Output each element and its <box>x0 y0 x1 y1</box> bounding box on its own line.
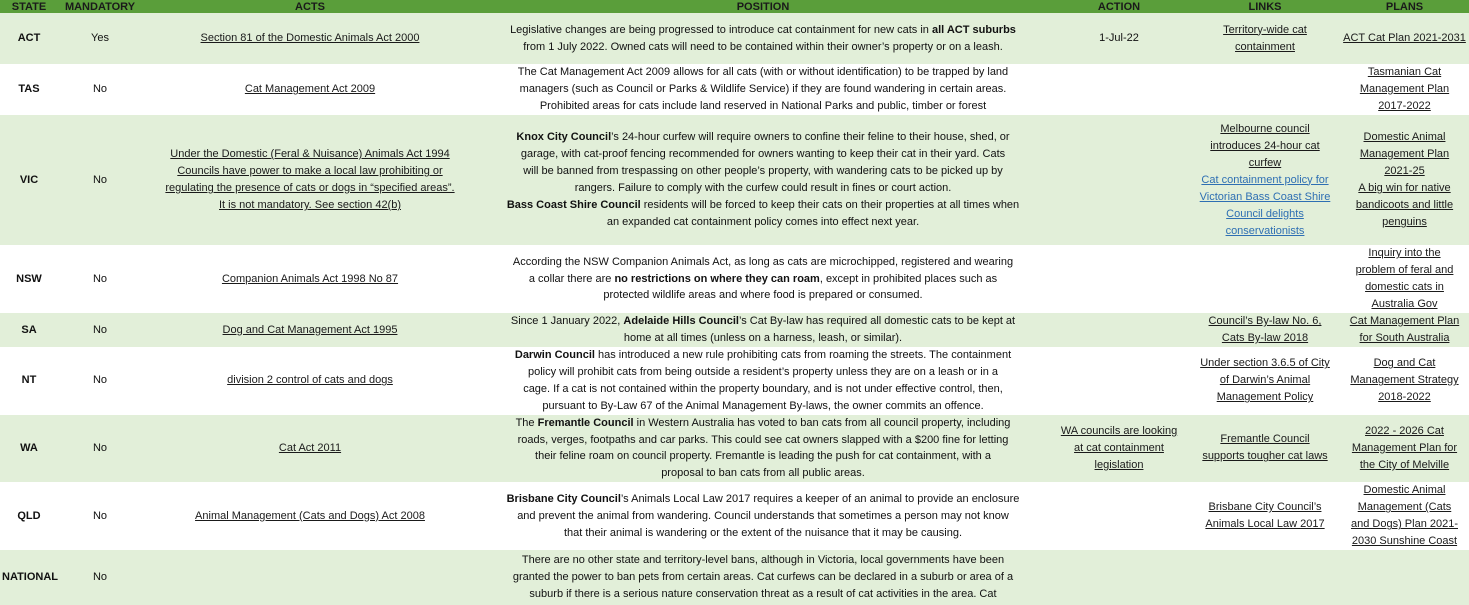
position-text: The Cat Management Act 2009 allows for all cats (with or without identification) to be trapped by land <box>517 66 1009 79</box>
position-text: from 1 July 2022. Owned cats will need to be contained within their owner’s property or on a leash. <box>523 40 1003 53</box>
state-cell: QLD <box>0 482 58 550</box>
state-cell: NATIONAL <box>0 550 58 605</box>
position-text: granted the power to ban pets from certain areas. Cat curfews can be declared in a suburb or area of a <box>512 571 1014 584</box>
position-text: ’s Animals Local Law 2017 requires a keeper of an animal to provide an enclosure <box>620 492 1020 505</box>
text-line: 1-Jul-22 <box>1099 32 1139 44</box>
position-text: home at all times (unless on a harness, leash, or similar). <box>623 332 903 344</box>
link-line[interactable]: Companion Animals Act 1998 No 87 <box>221 272 399 285</box>
state-cell: TAS <box>0 64 58 115</box>
position-line <box>480 22 1046 39</box>
link-line[interactable]: It is not mandatory. See section 42(b) <box>219 199 401 211</box>
position-text: , except in prohibited places such as <box>819 272 998 285</box>
position-line <box>480 39 1046 56</box>
link-line[interactable]: 2018-2022 <box>1378 391 1431 404</box>
link-line[interactable]: Council’s By-law No. 6, <box>1208 315 1322 327</box>
position-bold-text: Knox City Council <box>516 131 612 144</box>
link-line[interactable]: ACT Cat Plan 2021-2031 <box>1343 32 1466 44</box>
acts-cell <box>142 347 478 415</box>
header-row <box>0 0 1469 13</box>
link-line[interactable]: Animal Management (Cats and Dogs) Act 2008 <box>195 509 425 522</box>
position-line <box>480 81 1046 98</box>
table-row <box>0 415 1469 483</box>
state-cell: NT <box>0 347 58 415</box>
position-text: Prohibited areas for cats include land reserved in National Parks and public, timber or forest <box>539 99 987 112</box>
position-line <box>480 254 1046 271</box>
link-line[interactable]: 2030 Sunshine Coast <box>1351 535 1458 548</box>
link-line[interactable]: Cat Management Plan <box>1349 315 1460 327</box>
link-line[interactable]: penguins <box>1382 216 1427 228</box>
links-cell <box>1190 13 1340 64</box>
mandatory-cell: No <box>58 245 142 313</box>
mandatory-cell: No <box>58 115 142 245</box>
action-cell <box>1048 415 1190 483</box>
position-line <box>480 569 1046 586</box>
position-text: rangers. Failure to comply with the curfew could result in fines or court action. <box>574 182 952 194</box>
header-state: STATE <box>0 0 58 13</box>
mandatory-cell: No <box>58 482 142 550</box>
mandatory-cell: No <box>58 415 142 483</box>
link-line[interactable]: Dog and Cat Management Act 1995 <box>222 323 398 336</box>
link-line[interactable]: bandicoots and little <box>1355 199 1454 211</box>
link-line[interactable]: Australia Gov <box>1371 298 1438 310</box>
header-position: POSITION <box>478 0 1048 13</box>
plans-cell <box>1340 415 1469 483</box>
position-text: residents will be forced to keep their cats on their properties at all times when <box>640 198 1020 211</box>
link-line[interactable]: division 2 control of cats and dogs <box>227 374 393 387</box>
header-plans: PLANS <box>1340 0 1469 13</box>
plans-cell <box>1340 115 1469 245</box>
acts-cell <box>142 115 478 245</box>
action-cell <box>1048 13 1190 64</box>
mandatory-cell: No <box>58 313 142 347</box>
links-cell <box>1190 313 1340 347</box>
position-text: protected wildlife areas and where food is prepared or consumed. <box>603 289 923 302</box>
position-line <box>480 330 1046 347</box>
link-line[interactable]: of Darwin’s Animal <box>1219 374 1311 387</box>
table-row <box>0 245 1469 313</box>
position-text: There are no other state and territory-level bans, although in Victoria, local governments have been <box>521 554 1005 567</box>
position-text: and prevent the animal from wandering. Council understands that sometimes a person may not know <box>517 509 1009 522</box>
action-cell <box>1048 64 1190 115</box>
position-line <box>480 552 1046 569</box>
link-line[interactable]: Council delights <box>1226 207 1304 220</box>
position-line <box>480 313 1046 330</box>
link-line[interactable]: the City of Melville <box>1359 458 1450 471</box>
position-text: policy will prohibit cats from being outside a resident’s property unless they are on a leash or in a <box>528 365 998 378</box>
table-row <box>0 64 1469 115</box>
links-cell <box>1190 482 1340 550</box>
position-text: proposal to ban cats from all public areas. <box>661 467 865 480</box>
action-cell <box>1048 115 1190 245</box>
position-line <box>480 432 1046 449</box>
link-line[interactable]: legislation <box>1094 458 1144 471</box>
link-line[interactable]: Councils have power to make a local law prohibiting or <box>177 165 443 177</box>
link-line[interactable]: regulating the presence of cats or dogs in “specified areas”. <box>165 182 455 194</box>
position-text: suburb if there is a serious nature conservation threat as a result of cat activities in the area. Cat <box>529 588 997 601</box>
position-cell <box>478 13 1048 64</box>
link-line[interactable]: Under section 3.6.5 of City <box>1200 357 1330 370</box>
position-text: will be banned from trespassing on other people’s property, with wandering cats to be picked up by <box>523 165 1003 178</box>
position-text: Since 1 January 2022, <box>510 315 624 328</box>
position-cell <box>478 415 1048 483</box>
header-action: ACTION <box>1048 0 1190 13</box>
plans-cell <box>1340 482 1469 550</box>
position-line <box>480 398 1046 415</box>
position-text: an expanded cat containment policy comes into effect next year. <box>606 215 920 228</box>
position-line <box>480 163 1046 180</box>
position-text: has introduced a new rule prohibiting cats from roaming the streets. The containment <box>594 349 1012 361</box>
position-line <box>480 491 1046 508</box>
plans-cell <box>1340 245 1469 313</box>
position-line <box>480 364 1046 381</box>
acts-cell <box>142 482 478 550</box>
link-line[interactable]: Under the Domestic (Feral & Nuisance) Animals Act 1994 <box>170 148 450 160</box>
link-line[interactable]: Fremantle Council <box>1220 433 1310 446</box>
link-line[interactable]: Management Policy <box>1216 391 1314 404</box>
link-line[interactable]: A big win for native <box>1358 182 1451 194</box>
link-line[interactable]: Territory-wide cat <box>1223 23 1307 36</box>
position-line <box>480 415 1046 432</box>
header-links: LINKS <box>1190 0 1340 13</box>
link-line[interactable]: Management Plan for <box>1351 441 1458 454</box>
position-line <box>480 347 1046 364</box>
link-line[interactable]: Management Plan <box>1359 83 1450 95</box>
position-line <box>480 381 1046 398</box>
position-line <box>480 525 1046 542</box>
position-line <box>480 146 1046 163</box>
link-line[interactable]: domestic cats in <box>1365 281 1444 293</box>
link-line[interactable]: Melbourne council <box>1220 122 1310 135</box>
position-text: According the NSW Companion Animals Act, as long as cats are microchipped, registered and wearing <box>512 255 1014 268</box>
position-text: that their animal is wandering or the extent of the nuisance that it may be causing. <box>563 526 963 539</box>
link-line[interactable]: containment <box>1235 40 1295 53</box>
acts-cell <box>142 415 478 483</box>
position-line <box>480 586 1046 603</box>
position-text: Legislative changes are being progressed to introduce cat containment for new cats in <box>510 23 932 36</box>
link-line[interactable]: Dog and Cat <box>1373 357 1436 370</box>
position-bold-text: Bass Coast Shire Council <box>506 198 641 211</box>
position-text: ’s 24-hour curfew will require owners to confine their feline to their house, shed, or <box>611 131 1010 144</box>
position-cell <box>478 313 1048 347</box>
mandatory-cell: No <box>58 347 142 415</box>
position-text: managers (such as Council or Parks & Wildlife Service) if they are found wandering in certain areas. <box>519 83 1007 96</box>
link-line[interactable]: Brisbane City Council’s <box>1208 501 1322 514</box>
plans-cell <box>1340 64 1469 115</box>
link-line[interactable]: Animals Local Law 2017 <box>1205 518 1325 531</box>
mandatory-cell: No <box>58 64 142 115</box>
position-text: their feline roam on council property. Fremantle is leading the push for cat containment, with a <box>535 450 991 463</box>
link-line[interactable]: 2022 - 2026 Cat <box>1365 424 1444 437</box>
link-line[interactable]: at cat containment <box>1074 441 1164 454</box>
position-bold-text: Brisbane City Council <box>506 492 621 505</box>
position-bold-text: no restrictions on where they can roam <box>614 272 820 285</box>
links-cell <box>1190 64 1340 115</box>
link-line[interactable]: Management (Cats <box>1357 501 1452 514</box>
link-line[interactable]: problem of feral and <box>1355 264 1454 276</box>
position-bold-text: Fremantle Council <box>537 416 634 429</box>
table-row <box>0 347 1469 415</box>
link-line[interactable]: Domestic Animal <box>1363 484 1446 497</box>
table-row <box>0 13 1469 64</box>
link-line[interactable]: supports tougher cat laws <box>1202 450 1328 463</box>
position-cell <box>478 64 1048 115</box>
position-text: pursuant to By-Law 67 of the Animal Management By-laws, the owner commits an offence. <box>542 399 984 412</box>
state-cell: WA <box>0 415 58 483</box>
links-cell <box>1190 415 1340 483</box>
acts-cell <box>142 13 478 64</box>
plans-cell <box>1340 347 1469 415</box>
position-line <box>480 64 1046 81</box>
link-line[interactable]: Victorian Bass Coast Shire <box>1199 190 1331 203</box>
link-line[interactable]: WA councils are looking <box>1060 424 1178 437</box>
table-row <box>0 115 1469 245</box>
link-line[interactable]: Cat Management Act 2009 <box>244 83 376 95</box>
table-row <box>0 482 1469 550</box>
position-text: The <box>515 416 538 429</box>
action-cell <box>1048 313 1190 347</box>
position-cell <box>478 347 1048 415</box>
position-line <box>480 214 1046 231</box>
link-line[interactable]: Cats By-law 2018 <box>1221 332 1309 344</box>
link-line[interactable]: Domestic Animal <box>1363 131 1446 143</box>
state-cell: SA <box>0 313 58 347</box>
position-line <box>480 271 1046 288</box>
position-line <box>480 129 1046 146</box>
state-cell: NSW <box>0 245 58 313</box>
state-cell: ACT <box>0 13 58 64</box>
link-line[interactable]: conservationists <box>1225 224 1305 237</box>
link-line[interactable]: 2017-2022 <box>1378 100 1431 112</box>
mandatory-cell: Yes <box>58 13 142 64</box>
state-cell: VIC <box>0 115 58 245</box>
acts-cell <box>142 313 478 347</box>
mandatory-cell: No <box>58 550 142 605</box>
position-bold-text: all ACT suburbs <box>931 23 1016 36</box>
position-line <box>480 465 1046 482</box>
position-cell <box>478 482 1048 550</box>
link-line[interactable]: Management Strategy <box>1350 374 1459 387</box>
link-line[interactable]: 2021-25 <box>1384 165 1425 177</box>
link-line[interactable]: Inquiry into the <box>1368 247 1441 259</box>
position-bold-text: Adelaide Hills Council <box>623 315 739 328</box>
position-text: in Western Australia has voted to ban cats from all council property, including <box>633 416 1011 429</box>
plans-cell <box>1340 313 1469 347</box>
link-line[interactable]: and Dogs) Plan 2021- <box>1350 518 1458 531</box>
position-bold-text: Darwin Council <box>514 349 595 361</box>
position-line <box>480 287 1046 304</box>
plans-cell <box>1340 13 1469 64</box>
position-cell <box>478 115 1048 245</box>
position-text: garage, with cat-proof fencing recommended for owners wanting to keep their cat in their yard. Cats <box>520 148 1006 161</box>
link-line[interactable]: curfew <box>1248 156 1282 169</box>
action-cell <box>1048 482 1190 550</box>
position-line <box>480 508 1046 525</box>
position-line <box>480 448 1046 465</box>
position-cell <box>478 245 1048 313</box>
acts-cell <box>142 245 478 313</box>
links-cell <box>1190 115 1340 245</box>
position-text: cage. If a cat is not contained within the property boundary, and is not under effective control, then, <box>523 382 1003 395</box>
link-line[interactable]: Cat containment policy for <box>1201 173 1329 186</box>
table-body <box>0 13 1469 605</box>
links-cell <box>1190 245 1340 313</box>
links-cell <box>1190 347 1340 415</box>
link-line[interactable]: for South Australia <box>1359 332 1450 344</box>
link-line[interactable]: Section 81 of the Domestic Animals Act 2000 <box>200 32 420 44</box>
action-cell <box>1048 245 1190 313</box>
position-line <box>480 197 1046 214</box>
link-line[interactable]: Management Plan <box>1359 148 1450 160</box>
header-acts: ACTS <box>142 0 478 13</box>
acts-cell <box>142 64 478 115</box>
position-line <box>480 98 1046 115</box>
link-line[interactable]: Cat Act 2011 <box>278 441 342 454</box>
header-mandatory: MANDATORY <box>58 0 142 13</box>
link-line[interactable]: introduces 24-hour cat <box>1210 139 1320 152</box>
position-text: roads, verges, footpaths and car parks. This could see cat owners slapped with a $200 fine for letting <box>517 433 1009 446</box>
position-text: ’s Cat By-law has required all domestic cats to be kept at <box>738 315 1016 328</box>
table-row <box>0 313 1469 347</box>
position-line <box>480 180 1046 197</box>
action-cell <box>1048 347 1190 415</box>
position-text: a collar there are <box>528 272 615 285</box>
link-line[interactable]: Tasmanian Cat <box>1367 66 1442 78</box>
